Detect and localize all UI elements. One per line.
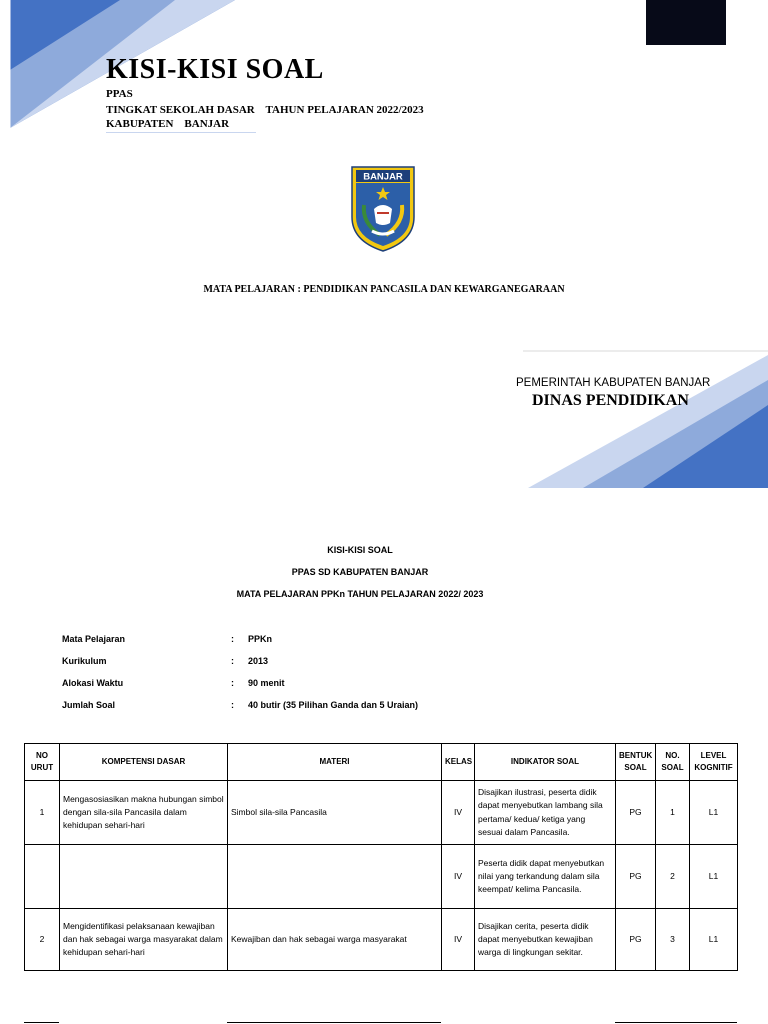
cell-no: 1 [25, 781, 60, 845]
header-no-soal: NO. SOAL [656, 744, 690, 781]
cell-level: L1 [690, 781, 738, 845]
cell-materi: Kewajiban dan hak sebagai warga masyarakat [228, 909, 442, 971]
table-row [25, 845, 738, 909]
info-value-alokasi: 90 menit [248, 678, 285, 688]
cell-kd: Mengidentifikasi pelaksanaan kewajiban dan hak sebagai warga masyarakat dalam kehidupan sehari-hari [60, 909, 228, 971]
info-colon: : [231, 700, 234, 710]
header-level-kognitif: LEVEL KOGNITIF [690, 744, 738, 781]
cell-indikator: Peserta didik dapat menyebutkan nilai yang terkandung dalam sila keempat/ kelima Pancasila. [475, 845, 616, 909]
info-label-kurikulum: Kurikulum [62, 656, 107, 666]
cell-bentuk: PG [616, 781, 656, 845]
doc-header-title: KISI-KISI SOAL [327, 545, 393, 555]
info-label-jumlah: Jumlah Soal [62, 700, 116, 710]
info-label-alokasi: Alokasi Waktu [62, 678, 124, 688]
cell-kelas: IV [442, 909, 475, 971]
cover-subtitle-level-year: TINGKAT SEKOLAH DASAR TAHUN PELAJARAN 2022/2023 [106, 104, 424, 116]
cell-bentuk: PG [616, 909, 656, 971]
info-value-jumlah: 40 butir (35 Pilihan Ganda dan 5 Uraian) [248, 700, 419, 710]
cover-title: KISI-KISI SOAL [106, 54, 324, 85]
kisi-kisi-table [24, 743, 738, 971]
table-row [25, 781, 738, 845]
cover-dark-box [646, 0, 726, 45]
cell-materi [228, 845, 442, 909]
header-indikator-soal: INDIKATOR SOAL [475, 744, 616, 781]
cell-no: 2 [25, 909, 60, 971]
info-colon: : [231, 678, 234, 688]
next-table-edge [615, 1022, 737, 1023]
cell-kelas: IV [442, 845, 475, 909]
cell-indikator: Disajikan cerita, peserta didik dapat menyebutkan kewajiban warga di lingkungan sekitar. [475, 909, 616, 971]
header-kelas: KELAS [442, 744, 475, 781]
office-name: DINAS PENDIDIKAN [532, 392, 689, 409]
banjar-logo [350, 165, 416, 253]
cover-decoration-bottom-right [523, 350, 768, 488]
cell-no-soal: 2 [656, 845, 690, 909]
cell-materi: Simbol sila-sila Pancasila [228, 781, 442, 845]
info-label-mapel: Mata Pelajaran [62, 634, 126, 644]
government-name: PEMERINTAH KABUPATEN BANJAR [516, 377, 711, 389]
info-colon: : [231, 634, 234, 644]
cover-subtitle-district: KABUPATEN BANJAR [106, 118, 230, 130]
header-kompetensi-dasar: KOMPETENSI DASAR [60, 744, 228, 781]
cover-subtitle-ppas: PPAS [106, 88, 133, 100]
cover-subject-line: MATA PELAJARAN : PENDIDIKAN PANCASILA DAN KEWARGANEGARAAN [203, 284, 565, 295]
cell-kd [60, 845, 228, 909]
next-table-edge [24, 1022, 59, 1023]
cell-no-soal: 3 [656, 909, 690, 971]
logo-text: BANJAR [363, 171, 403, 183]
cell-indikator: Disajikan ilustrasi, peserta didik dapat menyebutkan lambang sila pertama/ kedua/ ketiga yang sesuai dalam Pancasila. [475, 781, 616, 845]
info-colon: : [231, 656, 234, 666]
cell-kelas: IV [442, 781, 475, 845]
table-row [25, 909, 738, 971]
doc-header-level: PPAS SD KABUPATEN BANJAR [291, 567, 429, 577]
cell-no [25, 845, 60, 909]
table-header-row [25, 744, 738, 781]
header-materi: MATERI [228, 744, 442, 781]
header-bentuk-soal: BENTUK SOAL [616, 744, 656, 781]
cell-level: L1 [690, 845, 738, 909]
cell-bentuk: PG [616, 845, 656, 909]
cell-no-soal: 1 [656, 781, 690, 845]
info-value-mapel: PPKn [248, 634, 273, 644]
cell-kd: Mengasosiasikan makna hubungan simbol dengan sila-sila Pancasila dalam kehidupan sehari-hari [60, 781, 228, 845]
cell-level: L1 [690, 909, 738, 971]
next-table-edge [227, 1022, 441, 1023]
cover-underline [106, 132, 256, 133]
header-no-urut: NO URUT [25, 744, 60, 781]
doc-header-subject: MATA PELAJARAN PPKn TAHUN PELAJARAN 2022/ 2023 [236, 589, 484, 599]
info-value-kurikulum: 2013 [248, 656, 269, 666]
